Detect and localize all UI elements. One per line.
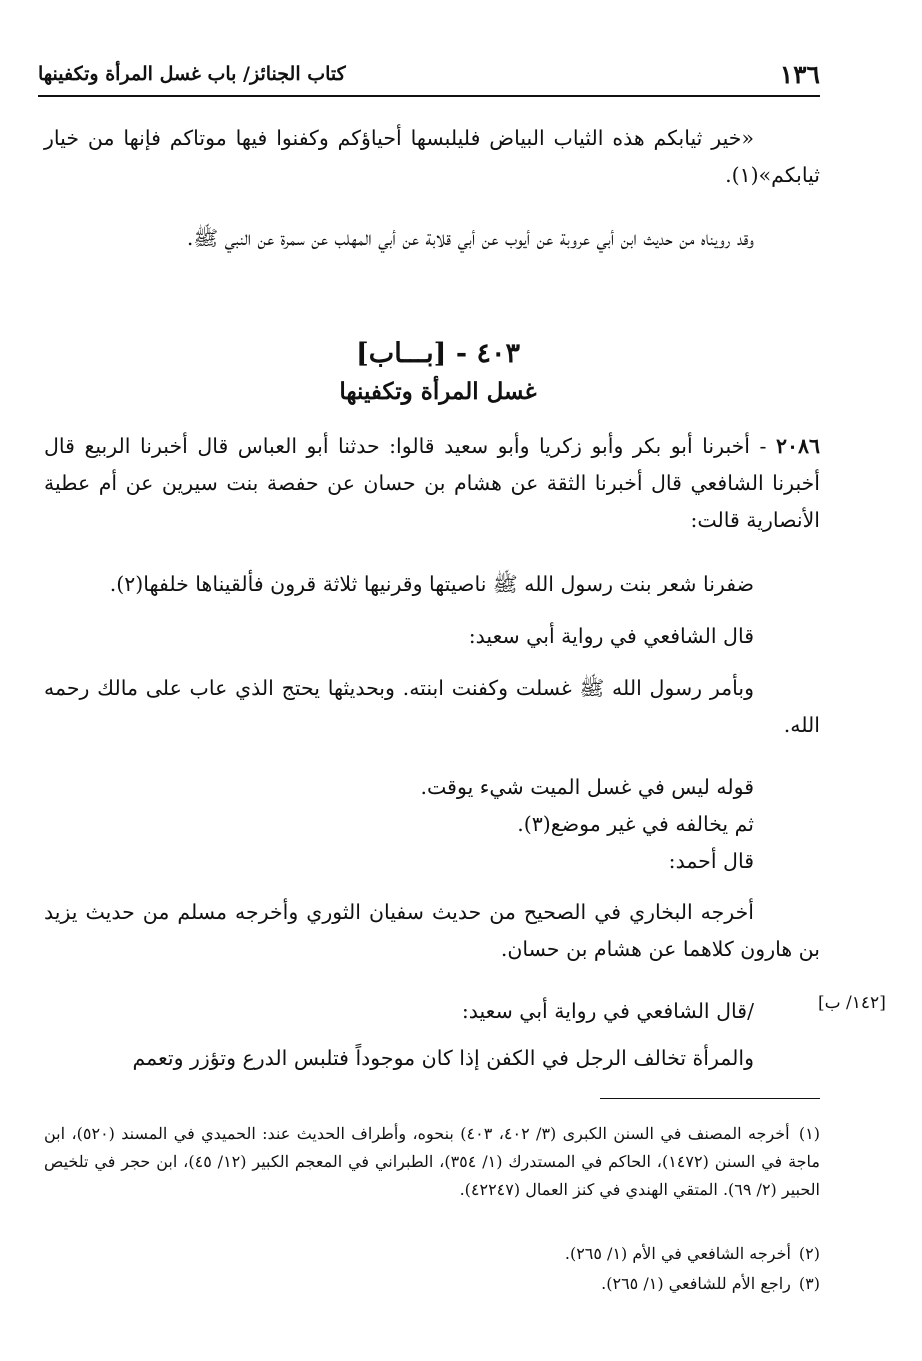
paragraph: /قال الشافعي في رواية أبي سعيد: xyxy=(461,999,754,1023)
hadith-number: ٢٠٨٦ xyxy=(775,434,820,458)
page-number: ١٣٦ xyxy=(779,59,820,89)
chapter-number: ٤٠٣ - [بـــاب] xyxy=(356,338,520,369)
footnote-text: أخرجه الشافعي في الأم (١/ ٢٦٥). xyxy=(564,1244,791,1263)
footnote-marker: (٢) xyxy=(798,1244,820,1263)
footnote xyxy=(44,1270,820,1298)
header-rule xyxy=(38,95,820,97)
paragraph: «خير ثيابكم هذه الثياب البياض فليلبسها أحياؤكم وكفنوا فيها موتاكم فإنها من خيار ثيابكم»(١). xyxy=(44,126,820,187)
hadith-paragraph xyxy=(44,428,820,539)
footnote-text: أخرجه المصنف في السنن الكبرى (٣/ ٤٠٢، ٤٠٣) بنحوه، وأطراف الحديث عند: الحميدي في المسند (٥٢٠)، ابن ماجة في السنن (١٤٧٢)، الحاكم في المستدرك (١/ ٣٥٤)، الطبراني في المعجم الكبير (١٢/ ٤٥)، ابن حجر في تلخيص الحبير (٢/ ٦٩). المتقي الهندي في كنز العمال (٤٢٢٤٧). xyxy=(44,1124,820,1199)
paragraph: ضفرنا شعر بنت رسول الله ﷺ ناصيتها وقرنيها ثلاثة قرون فألقيناها خلفها(٢). xyxy=(109,572,754,596)
footnote-marker: (١) xyxy=(798,1124,821,1143)
footnote xyxy=(44,1120,820,1204)
paragraph: والمرأة تخالف الرجل في الكفن إذا كان موجوداً فتلبس الدرع وتؤزر وتعمم xyxy=(132,1046,754,1070)
manuscript-folio-marker: [١٤٢/ ب] xyxy=(818,993,886,1013)
running-title: كتاب الجنائز/ باب غسل المرأة وتكفينها xyxy=(38,63,346,85)
chapter-title: غسل المرأة وتكفينها xyxy=(339,378,537,405)
paragraph: وقد رويناه من حديث ابن أبي عروبة عن أيوب عن أبي قلابة عن أبي المهلب عن سمرة عن النبي ﷺ. xyxy=(186,226,754,250)
footnote xyxy=(44,1240,820,1268)
footnote-text: راجع الأم للشافعي (١/ ٢٦٥). xyxy=(601,1274,791,1293)
text-line: قال أحمد: xyxy=(668,849,754,873)
paragraph: أخرجه البخاري في الصحيح من حديث سفيان الثوري وأخرجه مسلم من حديث يزيد بن هارون كلاهما عن هشام بن حسان. xyxy=(44,900,820,961)
footnote-rule xyxy=(600,1098,820,1099)
paragraph: وبأمر رسول الله ﷺ غسلت وكفنت ابنته. وبحديثها يحتج الذي عاب على مالك رحمه الله. xyxy=(44,676,820,737)
text-line: قوله ليس في غسل الميت شيء يوقت. xyxy=(420,775,754,799)
text-line: ثم يخالفه في غير موضع(٣). xyxy=(517,812,754,836)
hadith-text: - أخبرنا أبو بكر وأبو زكريا وأبو سعيد قالوا: حدثنا أبو العباس قال أخبرنا الربيع قال أخبرنا الشافعي قال أخبرنا الثقة عن هشام بن حسان عن حفصة بنت سيرين عن أم عطية الأنصارية قالت: xyxy=(44,434,820,532)
footnote-marker: (٣) xyxy=(798,1274,820,1293)
page-header xyxy=(38,56,820,92)
paragraph: قال الشافعي في رواية أبي سعيد: xyxy=(468,624,754,648)
